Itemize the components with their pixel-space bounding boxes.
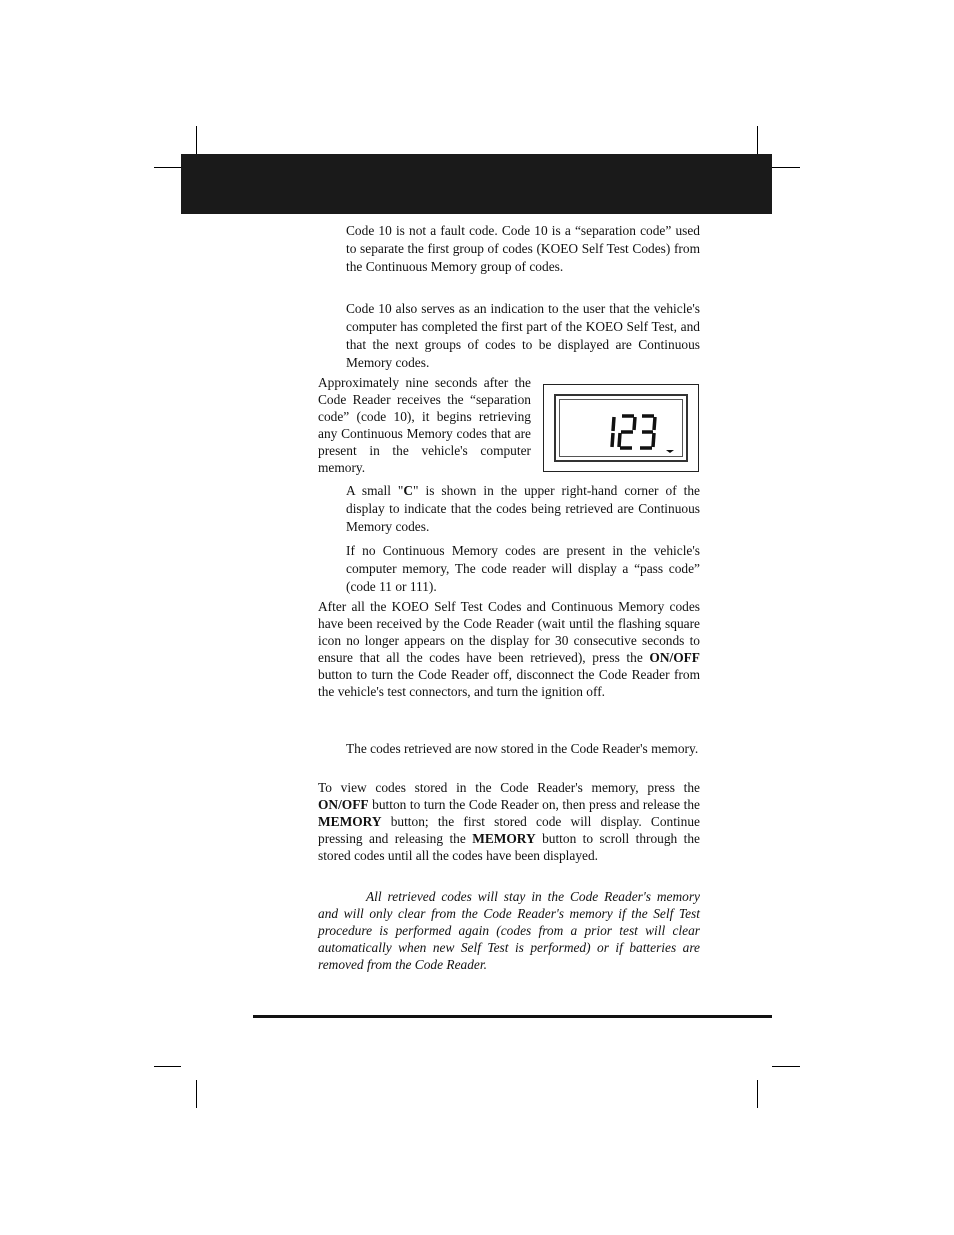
paragraph-memory-note: All retrieved codes will stay in the Code Reader's memory and will only clear from the Code Reader's memory if the Self Test procedure is performed again (codes from a prior test will clear automatically when new Self Test is performed) or if batteries are removed from the Code Reader.	[318, 889, 700, 972]
paragraph-small-c-indicator: A small "C" is shown in the upper right-hand corner of the display to indicate that the codes being retrieved are Continuous Memory codes.	[346, 483, 700, 534]
paragraph-code10-indication: Code 10 also serves as an indication to the user that the vehicle's computer has completed the first part of the KOEO Self Test, and that the next groups of codes to be displayed are Continuous Memory codes.	[346, 301, 700, 370]
display-digits	[554, 394, 688, 462]
paragraph-code10-note: Code 10 is not a fault code. Code 10 is a “separation code” used to separate the first group of codes (KOEO Self Test Codes) from the Continuous Memory group of codes.	[346, 223, 700, 274]
crop-mark-bottom-left	[196, 1080, 197, 1108]
footer-rule	[253, 1015, 772, 1018]
crop-mark-top-right-h	[772, 167, 800, 168]
paragraph-codes-stored: The codes retrieved are now stored in the Code Reader's memory.	[346, 741, 699, 756]
paragraph-pass-code: If no Continuous Memory codes are present in the vehicle's computer memory, The code reader will display a “pass code” (code 11 or 111).	[346, 543, 700, 594]
crop-mark-top-right	[757, 126, 758, 154]
crop-mark-bottom-right-h	[772, 1066, 800, 1067]
crop-mark-bottom-right	[757, 1080, 758, 1108]
code-reader-display-illustration	[543, 384, 699, 472]
header-bar	[181, 154, 772, 214]
paragraph-view-stored-codes: To view codes stored in the Code Reader's memory, press the ON/OFF button to turn the Code Reader on, then press and release the MEMORY button; the first stored code will display. Continue pressing and releasing the MEMORY button to scroll through the stored codes until all the codes have been displayed.	[318, 780, 700, 863]
crop-mark-bottom-left-h	[154, 1066, 181, 1067]
paragraph-separation-code: Approximately nine seconds after the Code Reader receives the “separation code” (code 10), it begins retrieving any Continuous Memory codes that are present in the vehicle's computer memory.	[318, 375, 531, 475]
crop-mark-top-left	[196, 126, 197, 154]
paragraph-after-codes-received: After all the KOEO Self Test Codes and Continuous Memory codes have been received by the Code Reader (wait until the flashing square icon no longer appears on the display for 30 consecutive seconds to ensure that all the codes have been retrieved), press the ON/OFF button to turn the Code Reader off, disconnect the Code Reader from the vehicle's test connectors, and turn the ignition off.	[318, 599, 700, 699]
crop-mark-top-left-h	[154, 167, 181, 168]
display-screen	[554, 394, 688, 462]
down-arrow-icon	[666, 450, 674, 453]
